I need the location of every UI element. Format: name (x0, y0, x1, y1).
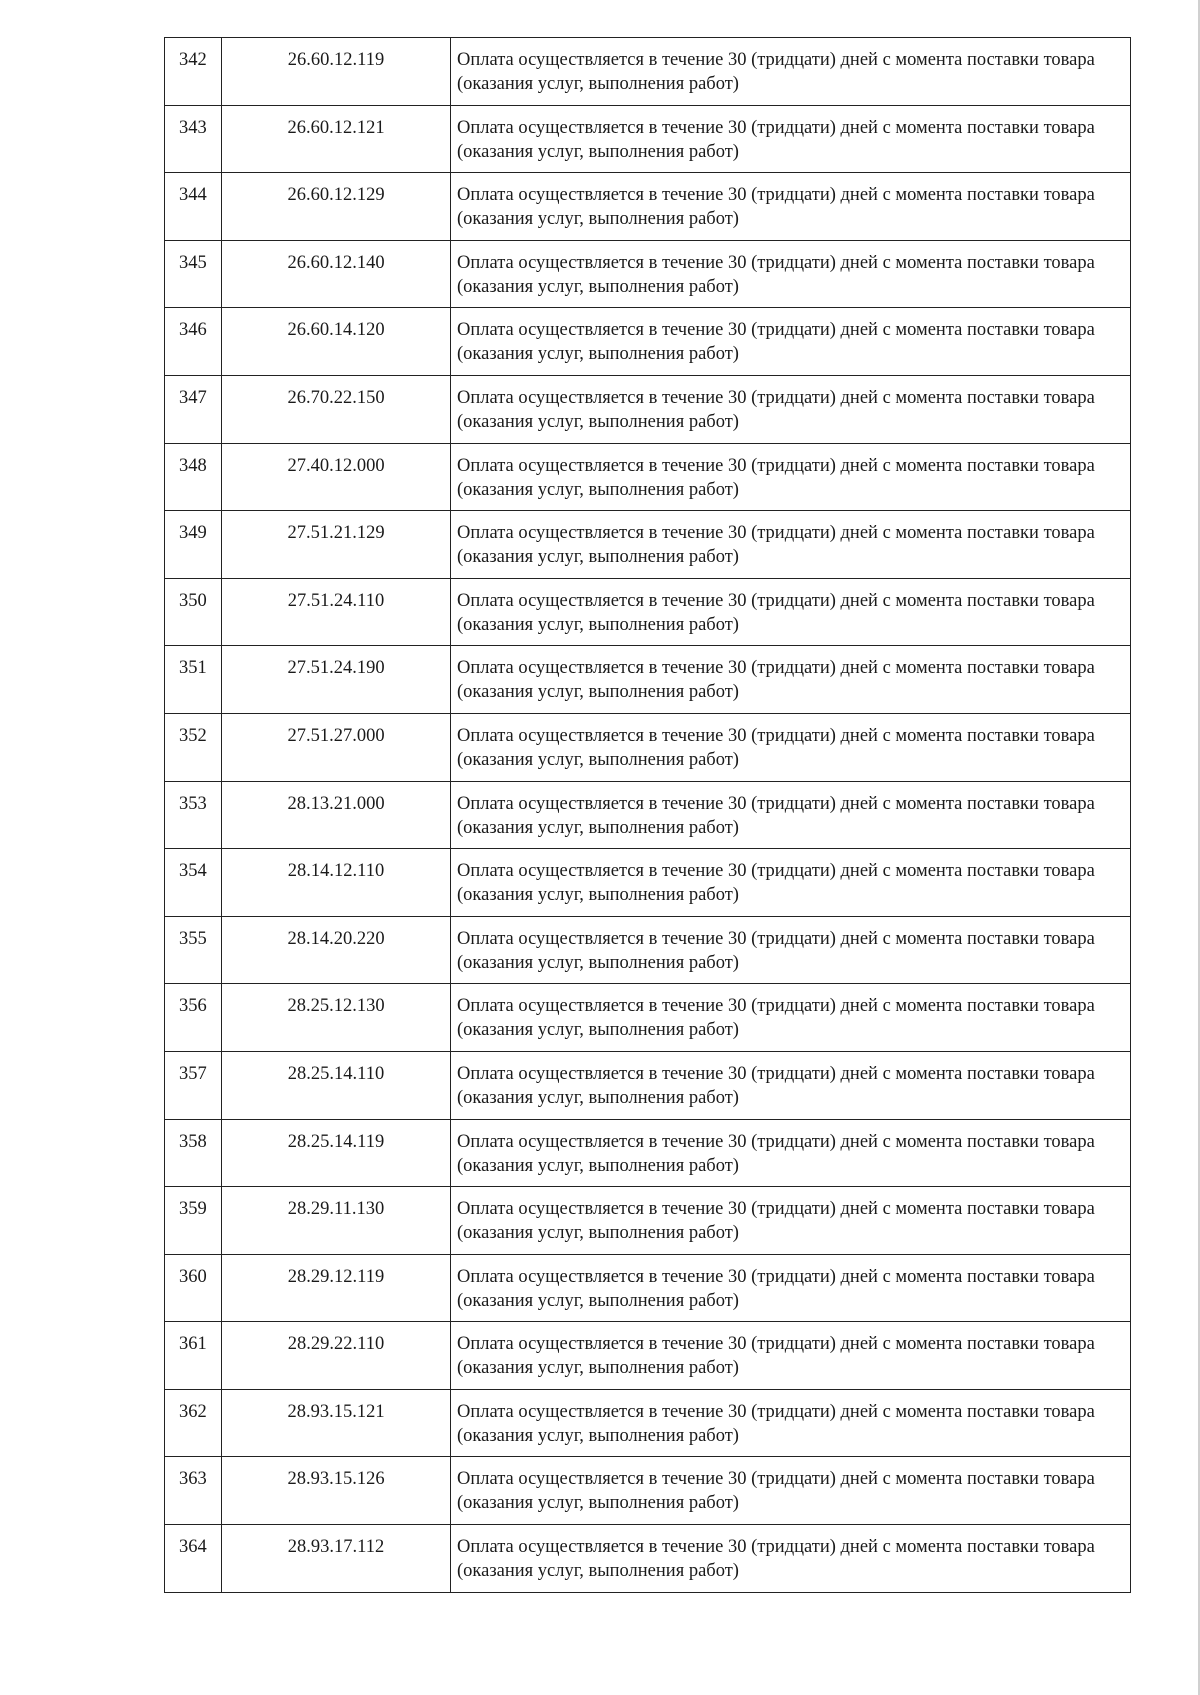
okpd-code: 26.60.12.129 (222, 173, 451, 241)
row-number: 364 (165, 1525, 222, 1593)
payment-condition: Оплата осуществляется в течение 30 (тридцати) дней с момента поставки товара (оказания услуг, выполнения работ) (451, 984, 1131, 1052)
okpd-code: 28.29.12.119 (222, 1254, 451, 1322)
okpd-code: 27.51.21.129 (222, 511, 451, 579)
table-row (165, 1525, 1131, 1593)
table-row (165, 173, 1131, 241)
okpd-code: 26.60.12.140 (222, 240, 451, 308)
okpd-code: 26.60.12.119 (222, 38, 451, 106)
okpd-code: 26.60.12.121 (222, 105, 451, 173)
table-row (165, 240, 1131, 308)
row-number: 356 (165, 984, 222, 1052)
okpd-code: 28.25.12.130 (222, 984, 451, 1052)
payment-condition: Оплата осуществляется в течение 30 (тридцати) дней с момента поставки товара (оказания услуг, выполнения работ) (451, 1051, 1131, 1119)
payment-condition: Оплата осуществляется в течение 30 (тридцати) дней с момента поставки товара (оказания услуг, выполнения работ) (451, 443, 1131, 511)
row-number: 363 (165, 1457, 222, 1525)
okpd-code: 28.93.17.112 (222, 1525, 451, 1593)
payment-condition: Оплата осуществляется в течение 30 (тридцати) дней с момента поставки товара (оказания услуг, выполнения работ) (451, 916, 1131, 984)
okpd-code: 28.14.12.110 (222, 849, 451, 917)
payment-terms-table (164, 37, 1131, 1593)
table-row (165, 308, 1131, 376)
table-row (165, 105, 1131, 173)
payment-condition: Оплата осуществляется в течение 30 (тридцати) дней с момента поставки товара (оказания услуг, выполнения работ) (451, 105, 1131, 173)
table-row (165, 916, 1131, 984)
row-number: 342 (165, 38, 222, 106)
row-number: 362 (165, 1389, 222, 1457)
payment-condition: Оплата осуществляется в течение 30 (тридцати) дней с момента поставки товара (оказания услуг, выполнения работ) (451, 308, 1131, 376)
row-number: 361 (165, 1322, 222, 1390)
row-number: 358 (165, 1119, 222, 1187)
table-row (165, 443, 1131, 511)
payment-condition: Оплата осуществляется в течение 30 (тридцати) дней с момента поставки товара (оказания услуг, выполнения работ) (451, 38, 1131, 106)
table-body (165, 38, 1131, 1593)
payment-condition: Оплата осуществляется в течение 30 (тридцати) дней с момента поставки товара (оказания услуг, выполнения работ) (451, 1119, 1131, 1187)
payment-condition: Оплата осуществляется в течение 30 (тридцати) дней с момента поставки товара (оказания услуг, выполнения работ) (451, 375, 1131, 443)
okpd-code: 28.93.15.126 (222, 1457, 451, 1525)
table-row (165, 984, 1131, 1052)
table-row (165, 511, 1131, 579)
payment-condition: Оплата осуществляется в течение 30 (тридцати) дней с момента поставки товара (оказания услуг, выполнения работ) (451, 1525, 1131, 1593)
okpd-code: 26.60.14.120 (222, 308, 451, 376)
okpd-code: 28.25.14.110 (222, 1051, 451, 1119)
payment-condition: Оплата осуществляется в течение 30 (тридцати) дней с момента поставки товара (оказания услуг, выполнения работ) (451, 781, 1131, 849)
payment-condition: Оплата осуществляется в течение 30 (тридцати) дней с момента поставки товара (оказания услуг, выполнения работ) (451, 240, 1131, 308)
row-number: 348 (165, 443, 222, 511)
row-number: 347 (165, 375, 222, 443)
table-row (165, 38, 1131, 106)
okpd-code: 27.51.24.110 (222, 578, 451, 646)
payment-condition: Оплата осуществляется в течение 30 (тридцати) дней с момента поставки товара (оказания услуг, выполнения работ) (451, 1254, 1131, 1322)
table-row (165, 1389, 1131, 1457)
table-row (165, 781, 1131, 849)
table-row (165, 1187, 1131, 1255)
table-row (165, 1051, 1131, 1119)
row-number: 352 (165, 713, 222, 781)
table-row (165, 646, 1131, 714)
okpd-code: 28.25.14.119 (222, 1119, 451, 1187)
okpd-code: 26.70.22.150 (222, 375, 451, 443)
okpd-code: 27.51.24.190 (222, 646, 451, 714)
table-row (165, 1119, 1131, 1187)
table-row (165, 1254, 1131, 1322)
payment-condition: Оплата осуществляется в течение 30 (тридцати) дней с момента поставки товара (оказания услуг, выполнения работ) (451, 1322, 1131, 1390)
table-row (165, 375, 1131, 443)
payment-condition: Оплата осуществляется в течение 30 (тридцати) дней с момента поставки товара (оказания услуг, выполнения работ) (451, 1457, 1131, 1525)
row-number: 355 (165, 916, 222, 984)
row-number: 354 (165, 849, 222, 917)
payment-condition: Оплата осуществляется в течение 30 (тридцати) дней с момента поставки товара (оказания услуг, выполнения работ) (451, 578, 1131, 646)
row-number: 360 (165, 1254, 222, 1322)
payment-condition: Оплата осуществляется в течение 30 (тридцати) дней с момента поставки товара (оказания услуг, выполнения работ) (451, 1389, 1131, 1457)
row-number: 343 (165, 105, 222, 173)
row-number: 346 (165, 308, 222, 376)
row-number: 357 (165, 1051, 222, 1119)
payment-condition: Оплата осуществляется в течение 30 (тридцати) дней с момента поставки товара (оказания услуг, выполнения работ) (451, 849, 1131, 917)
okpd-code: 27.51.27.000 (222, 713, 451, 781)
okpd-code: 28.29.22.110 (222, 1322, 451, 1390)
payment-condition: Оплата осуществляется в течение 30 (тридцати) дней с момента поставки товара (оказания услуг, выполнения работ) (451, 713, 1131, 781)
row-number: 353 (165, 781, 222, 849)
okpd-code: 28.13.21.000 (222, 781, 451, 849)
table-row (165, 713, 1131, 781)
table-row (165, 849, 1131, 917)
table-row (165, 578, 1131, 646)
row-number: 350 (165, 578, 222, 646)
okpd-code: 28.93.15.121 (222, 1389, 451, 1457)
row-number: 345 (165, 240, 222, 308)
okpd-code: 28.14.20.220 (222, 916, 451, 984)
row-number: 344 (165, 173, 222, 241)
payment-condition: Оплата осуществляется в течение 30 (тридцати) дней с момента поставки товара (оказания услуг, выполнения работ) (451, 1187, 1131, 1255)
payment-condition: Оплата осуществляется в течение 30 (тридцати) дней с момента поставки товара (оказания услуг, выполнения работ) (451, 511, 1131, 579)
okpd-code: 27.40.12.000 (222, 443, 451, 511)
row-number: 359 (165, 1187, 222, 1255)
row-number: 351 (165, 646, 222, 714)
payment-condition: Оплата осуществляется в течение 30 (тридцати) дней с момента поставки товара (оказания услуг, выполнения работ) (451, 173, 1131, 241)
payment-condition: Оплата осуществляется в течение 30 (тридцати) дней с момента поставки товара (оказания услуг, выполнения работ) (451, 646, 1131, 714)
okpd-code: 28.29.11.130 (222, 1187, 451, 1255)
row-number: 349 (165, 511, 222, 579)
table-row (165, 1322, 1131, 1390)
table-row (165, 1457, 1131, 1525)
